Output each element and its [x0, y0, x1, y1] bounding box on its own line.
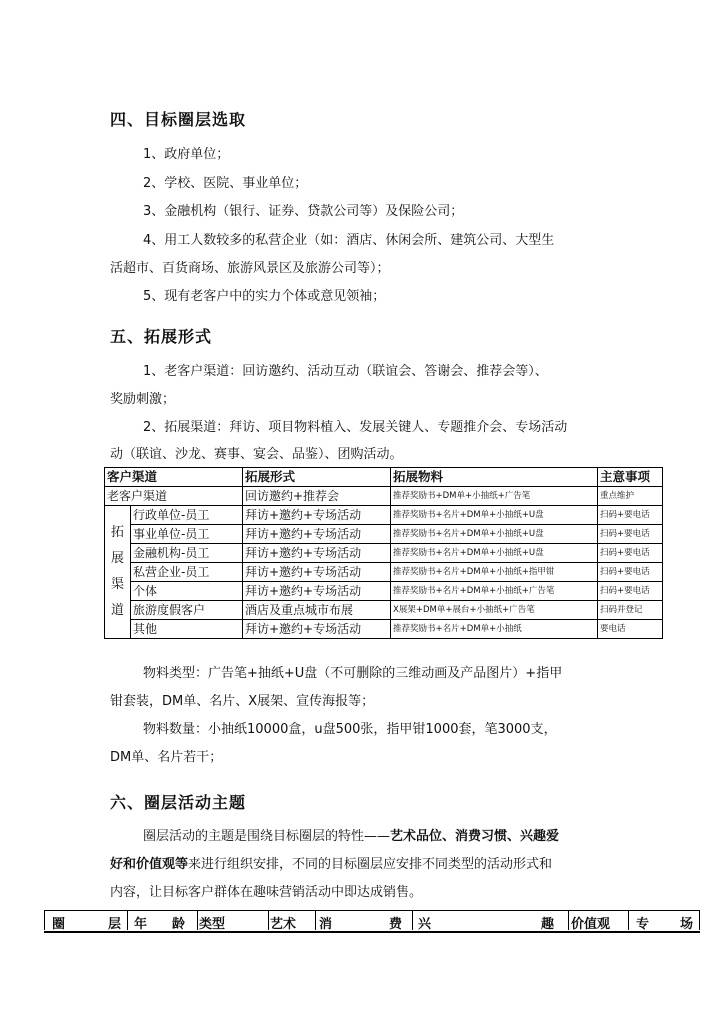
cell-form: 拜访+邀约+专场活动	[243, 563, 391, 582]
bottom-cell: 价值观	[571, 917, 611, 932]
bottom-divider	[127, 910, 128, 930]
cell-materials: 推荐奖励书+名片+DM单+小抽纸+U盘	[391, 525, 598, 544]
cell-materials: 推荐奖励书+名片+DM单+小抽纸+U盘	[391, 506, 598, 525]
bottom-cell: 层	[108, 917, 122, 932]
cell-notes: 扫码+要电话	[598, 563, 663, 582]
table-row	[105, 525, 663, 544]
cell-materials: X展架+DM单+展台+小抽纸+广告笔	[391, 601, 598, 620]
table-header-row	[105, 468, 663, 487]
cell-channel: 个体	[131, 582, 243, 601]
material-qty-line-2: DM单、名片若干；	[110, 750, 223, 765]
bottom-cell: 年	[134, 917, 148, 932]
section-6-title: 六、圈层活动主题	[110, 793, 247, 812]
cell-channel: 金融机构-员工	[131, 544, 243, 563]
cell-form: 酒店及重点城市布展	[243, 601, 391, 620]
cell-notes: 扫码并登记	[598, 601, 663, 620]
bottom-cell: 兴	[418, 917, 432, 932]
table-row	[105, 582, 663, 601]
section-4-item-4: 4、用工人数较多的私营企业（如：酒店、休闲会所、建筑公司、大型生	[143, 233, 555, 248]
cell-form: 拜访+邀约+专场活动	[243, 582, 391, 601]
section-4-item-5: 5、现有老客户中的实力个体或意见领袖；	[143, 289, 386, 304]
cell-channel: 行政单位-员工	[131, 506, 243, 525]
cell-channel: 老客户渠道	[105, 487, 243, 506]
bottom-divider	[628, 910, 629, 930]
section-5-item-1-cont: 奖励刺激；	[110, 392, 176, 407]
cell-form: 拜访+邀约+专场活动	[243, 525, 391, 544]
circle-table-header	[44, 910, 700, 933]
table-row	[105, 563, 663, 582]
cell-notes: 要电话	[598, 620, 663, 639]
bottom-divider	[315, 910, 316, 930]
cell-notes: 重点维护	[598, 487, 663, 506]
cell-channel: 事业单位-员工	[131, 525, 243, 544]
table-row	[105, 506, 663, 525]
header-notes: 主意事项	[598, 468, 663, 487]
cell-notes: 扫码+要电话	[598, 544, 663, 563]
expand-channel-label: 拓 展 渠 道	[105, 506, 131, 639]
cell-materials: 推荐奖励书+名片+DM单+小抽纸	[391, 620, 598, 639]
bottom-divider	[44, 910, 45, 930]
bottom-cell: 场	[680, 917, 694, 932]
cell-channel: 私营企业-员工	[131, 563, 243, 582]
cell-notes: 扫码+要电话	[598, 525, 663, 544]
section-4-item-2: 2、学校、医院、事业单位；	[143, 176, 308, 191]
cell-form: 回访邀约+推荐会	[243, 487, 391, 506]
table-row	[105, 544, 663, 563]
section-6-line-3: 内容，让目标客户群体在趣味营销活动中即达成销售。	[110, 885, 423, 900]
section-5-item-2-cont: 动（联谊、沙龙、赛事、宴会、品鉴）、团购活动。	[110, 447, 403, 462]
table-row	[105, 620, 663, 639]
cell-form: 拜访+邀约+专场活动	[243, 544, 391, 563]
bottom-cell: 专	[636, 917, 650, 932]
cell-notes: 扫码+要电话	[598, 582, 663, 601]
bottom-divider	[412, 910, 413, 930]
bottom-divider	[568, 910, 569, 930]
section-4-item-1: 1、政府单位；	[143, 147, 230, 162]
channel-table	[104, 467, 663, 639]
section-5-item-1: 1、老客户渠道：回访邀约、活动互动（联谊会、答谢会、推荐会等）、	[143, 364, 548, 379]
section-4-item-3: 3、金融机构（银行、证券、贷款公司等）及保险公司；	[143, 204, 464, 219]
cell-notes: 扫码+要电话	[598, 506, 663, 525]
bottom-cell: 消	[319, 917, 333, 932]
header-channel: 客户渠道	[105, 468, 243, 487]
section-6-line-1: 圈层活动的主题是围绕目标圈层的特性——艺术品位、消费习惯、兴趣爱	[143, 829, 560, 844]
bottom-cell: 类型	[199, 917, 226, 932]
cell-channel: 其他	[131, 620, 243, 639]
section-4-title: 四、目标圈层选取	[110, 110, 247, 129]
cell-form: 拜访+邀约+专场活动	[243, 620, 391, 639]
material-types-line-2: 钳套装，DM单、名片、X展架、宣传海报等；	[110, 694, 375, 709]
bottom-cell: 艺术	[270, 917, 297, 932]
bottom-cell: 龄	[172, 917, 186, 932]
bottom-divider	[268, 910, 269, 930]
bottom-cell: 趣	[541, 917, 555, 932]
cell-materials: 推荐奖励书+名片+DM单+小抽纸+指甲钳	[391, 563, 598, 582]
header-materials: 拓展物料	[391, 468, 598, 487]
header-form: 拓展形式	[243, 468, 391, 487]
bottom-cell: 费	[389, 917, 403, 932]
table-row	[105, 487, 663, 506]
material-qty-line-1: 物料数量：小抽纸10000盒，u盘500张，指甲钳1000套，笔3000支，	[143, 722, 557, 737]
cell-form: 拜访+邀约+专场活动	[243, 506, 391, 525]
material-types-line-1: 物料类型：广告笔+抽纸+U盘（不可删除的三维动画及产品图片）+指甲	[143, 666, 563, 681]
bottom-divider	[699, 910, 700, 930]
section-4-item-4-cont: 活超市、百货商场、旅游风景区及旅游公司等）；	[110, 261, 390, 276]
cell-materials: 推荐奖励书+DM单+小抽纸+广告笔	[391, 487, 598, 506]
bottom-divider	[197, 910, 198, 930]
cell-channel: 旅游度假客户	[131, 601, 243, 620]
cell-materials: 推荐奖励书+名片+DM单+小抽纸+U盘	[391, 544, 598, 563]
table-row	[105, 601, 663, 620]
section-5-item-2: 2、拓展渠道：拜访、项目物料植入、发展关键人、专题推介会、专场活动	[143, 420, 568, 435]
cell-materials: 推荐奖励书+名片+DM单+小抽纸+广告笔	[391, 582, 598, 601]
section-5-title: 五、拓展形式	[110, 327, 213, 346]
section-6-line-2: 好和价值观等来进行组织安排，不同的目标圈层应安排不同类型的活动形式和	[110, 857, 553, 872]
bottom-cell: 圈	[52, 917, 66, 932]
